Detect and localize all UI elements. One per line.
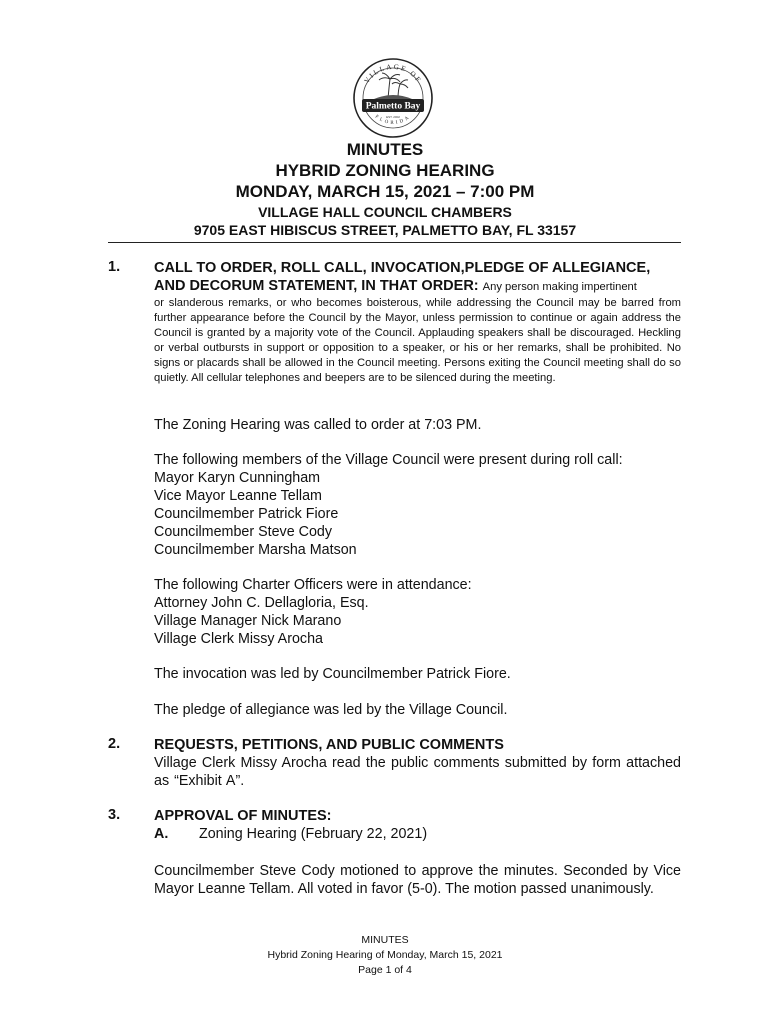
officers-block: [154, 576, 681, 648]
section-2-heading: REQUESTS, PETITIONS, AND PUBLIC COMMENTS: [154, 737, 504, 753]
section-1-heading-text: AND DECORUM STATEMENT, IN THAT ORDER:: [154, 278, 479, 294]
decorum-statement: or slanderous remarks, or who becomes boisterous, while addressing the Council may be barred from further appearance before the Council by the Mayor, unless permission to continue or again address the Council is granted by a majority vote of the Council. Applauding speakers shall be discouraged. Heckling or verbal outbursts in support or opposition to a speaker, or his or her remarks, shall be prohibited. No signs or placards shall be allowed in the Council meeting. Persons exiting the Council meeting shall do so quietly. All cellular telephones and beepers are to be silenced during the meeting.: [154, 297, 681, 384]
section-2-text: Village Clerk Missy Arocha read the public comments submitted by form attached as “Exhibit A”.: [154, 755, 681, 789]
header-divider: [108, 242, 681, 243]
section-3: [154, 807, 681, 843]
seal-bottom-text: FLORIDA: [373, 114, 413, 126]
footer-title: MINUTES: [361, 934, 409, 946]
title-minutes: MINUTES: [346, 140, 424, 159]
invocation-text: The invocation was led by Councilmember Patrick Fiore.: [154, 666, 511, 682]
council-member: Councilmember Marsha Matson: [154, 542, 357, 558]
footer-subtitle: Hybrid Zoning Hearing of Monday, March 15, 2021: [267, 949, 503, 961]
minutes-item-text: Zoning Hearing (February 22, 2021): [199, 826, 428, 842]
seal-est-text: EST. 2002: [386, 115, 400, 119]
seal-name-banner: Palmetto Bay: [365, 101, 421, 112]
council-intro: The following members of the Village Council were present during roll call:: [154, 452, 623, 468]
village-seal-logo: [352, 57, 434, 139]
officer: Attorney John C. Dellagloria, Esq.: [154, 595, 369, 611]
title-location: VILLAGE HALL COUNCIL CHAMBERS: [258, 204, 512, 220]
motion-text: Councilmember Steve Cody motioned to approve the minutes. Seconded by Vice Mayor Leanne Tellam. All voted in favor (5-0). The motion passed unanimously.: [154, 863, 681, 897]
section-3-heading: APPROVAL OF MINUTES:: [154, 808, 332, 824]
minutes-item-letter: A.: [154, 826, 169, 842]
officer: Village Clerk Missy Arocha: [154, 631, 323, 647]
title-address: 9705 EAST HIBISCUS STREET, PALMETTO BAY, FL 33157: [193, 222, 577, 238]
council-member: Vice Mayor Leanne Tellam: [154, 488, 322, 504]
section-1-heading-line1: CALL TO ORDER, ROLL CALL, INVOCATION,PLEDGE OF ALLEGIANCE,: [154, 260, 651, 276]
title-date: MONDAY, MARCH 15, 2021 – 7:00 PM: [235, 182, 535, 201]
roll-call-block: [154, 451, 681, 559]
section-1-heading-line2: [154, 277, 681, 296]
section-3-number: 3.: [108, 807, 121, 823]
officer: Village Manager Nick Marano: [154, 613, 342, 629]
section-2: [154, 736, 681, 790]
officers-intro: The following Charter Officers were in attendance:: [154, 577, 472, 593]
council-member: Mayor Karyn Cunningham: [154, 470, 321, 486]
title-hearing: HYBRID ZONING HEARING: [275, 161, 495, 180]
seal-top-text: VILLAGE OF: [362, 62, 424, 85]
called-to-order-text: The Zoning Hearing was called to order at 7:03 PM.: [154, 417, 482, 433]
section-1-number: 1.: [108, 259, 121, 275]
decorum-inline-text: Any person making impertinent: [482, 281, 637, 293]
section-2-number: 2.: [108, 736, 121, 752]
footer-page-number: Page 1 of 4: [358, 964, 412, 976]
pledge-text: The pledge of allegiance was led by the Village Council.: [154, 702, 508, 718]
council-member: Councilmember Steve Cody: [154, 524, 332, 540]
minutes-item: [154, 825, 681, 843]
council-member: Councilmember Patrick Fiore: [154, 506, 339, 522]
section-1: [154, 259, 681, 386]
